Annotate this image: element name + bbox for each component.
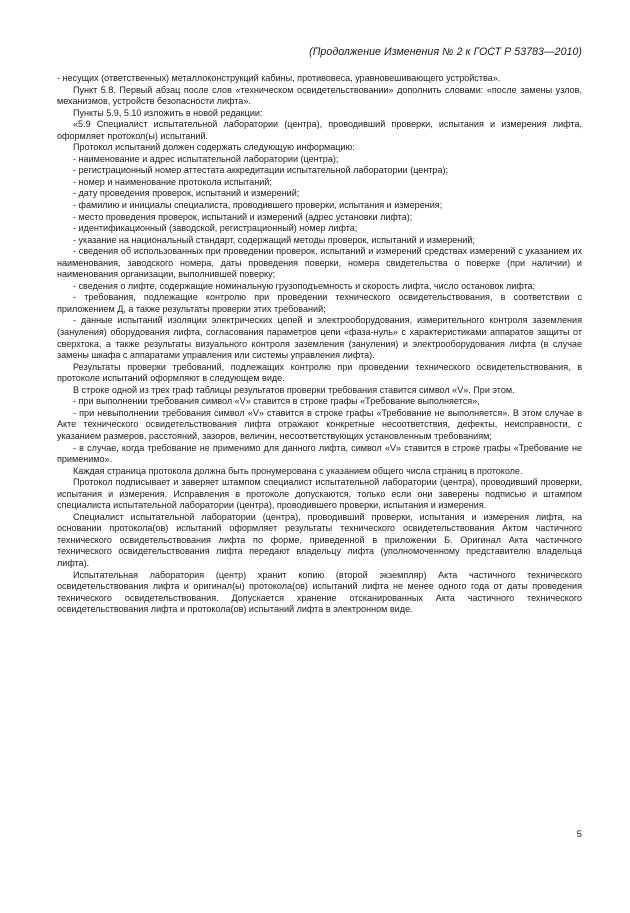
paragraph: Протокол испытаний должен содержать следующую информацию:	[73, 142, 355, 153]
paragraph: Каждая страница протокола должна быть пронумерована с указанием общего числа страниц в протоколе.	[73, 465, 523, 476]
list-item: - требования, подлежащие контролю при проведении технического освидетельствования, в соответствии с приложением Д, а также результаты проверки этих требований;	[57, 292, 582, 314]
list-item: - при выполнении требования символ «V» ставится в строке графы «Требование выполняется»,	[73, 396, 480, 407]
paragraph: Пункты 5.9, 5.10 изложить в новой редакции:	[73, 107, 263, 118]
paragraph: - несущих (ответственных) металлоконструкций кабины, противовеса, уравновешивающего устройства».	[57, 73, 501, 83]
list-item: - фамилию и инициалы специалиста, проводившего проверки, испытания и измерения;	[73, 200, 443, 211]
document-body	[57, 73, 582, 616]
page-number: 5	[576, 829, 582, 840]
list-item: - сведения об использованных при проведении проверок, испытаний и измерений средствах измерений с указанием их наименования, заводского номера, даты проведения поверки, номера свидетельства о поверке (при наличии) и наименования организации, выполнившей поверку;	[57, 246, 582, 280]
list-item: - в случае, когда требование не применимо для данного лифта, символ «V» ставится в строке графы «Требование не применимо».	[57, 442, 582, 465]
list-item: - номер и наименование протокола испытаний;	[73, 176, 272, 187]
paragraph: Протокол подписывает и заверяет штампом специалист испытательной лаборатории (центра), проводивший проверки, испытания и измерения. Исправления в протоколе допускаются, только если они заверены подписью и штампом специалиста испытательной лаборатории (центра), проводившего проверки, испытания и измерения.	[57, 477, 582, 511]
list-item: - сведения о лифте, содержащие номинальную грузоподъемность и скорость лифта, число остановок лифта;	[73, 280, 536, 291]
paragraph: Результаты проверки требований, подлежащих контролю при проведении технического освидетельствования, в протоколе испытаний оформляют в следующем виде.	[57, 361, 582, 384]
list-item: - при невыполнении требования символ «V» ставится в строке графы «Требование не выполняется». В этом случае в Акте технического освидетельствования лифта отражают конкретные несоответствия, дефекты, неисправности, с указанием размеров, расстояний, зазоров, величин, несоответствующих установленным требованиям;	[57, 407, 582, 441]
paragraph: Пункт 5.8. Первый абзац после слов «техническом освидетельствовании» дополнить словами: «после замены узлов, механизмов, устройств безопасности лифта».	[57, 84, 582, 107]
paragraph: В строке одной из трех граф таблицы результатов проверки требования ставится символ «V». При этом.	[73, 384, 515, 395]
list-item: - данные испытаний изоляции электрических цепей и электрооборудования, измерительного контроля заземления (зануления) оборудования лифта, согласования параметров цепи «фаза-нуль» с характеристиками аппаратов защиты от сверхтока, а также результаты визуального контроля заземления (зануления) и электрооборудования лифта (в случае замены шкафа с аппаратами управления или системы управления лифта).	[57, 315, 582, 361]
list-item: - идентификационный (заводской, регистрационный) номер лифта;	[73, 223, 358, 234]
list-item: - место проведения проверок, испытаний и измерений (адрес установки лифта);	[73, 211, 413, 222]
paragraph: «5.9 Специалист испытательной лаборатории (центра), проводивший проверки, испытания и измерения лифта, оформляет протокол(ы) испытаний.	[57, 119, 582, 141]
list-item: - дату проведения проверок, испытаний и измерений;	[73, 188, 300, 199]
list-item: - наименование и адрес испытательной лаборатории (центра);	[73, 153, 339, 164]
paragraph: Специалист испытательной лаборатории (центра), проводивший проверки, испытания и измерения лифта, на основании протокола(ов) испытаний оформляет результаты технического освидетельствования Актом частичного технического освидетельствования лифта по форме, приведенной в приложении Б. Оригинал Акта частичного технического освидетельствования лифта передают владельцу лифта (уполномоченному представителю владельца лифта).	[57, 511, 582, 568]
list-item: - регистрационный номер аттестата аккредитации испытательной лаборатории (центра);	[73, 165, 449, 176]
page-header: (Продолжение Изменения № 2 к ГОСТ Р 53783—2010)	[309, 46, 582, 58]
paragraph: Испытательная лаборатория (центр) хранит копию (второй экземпляр) Акта частичного технического освидетельствования лифта и оригинал(ы) протокола(ов) испытаний лифта не менее одного года от даты проведения технического освидетельствования. Допускается хранение отсканированных Акта частичного технического освидетельствования лифта и протокола(ов) испытаний лифта в электронном виде.	[57, 569, 582, 615]
list-item: - указание на национальный стандарт, содержащий методы проверок, испытаний и измерений;	[73, 234, 475, 245]
